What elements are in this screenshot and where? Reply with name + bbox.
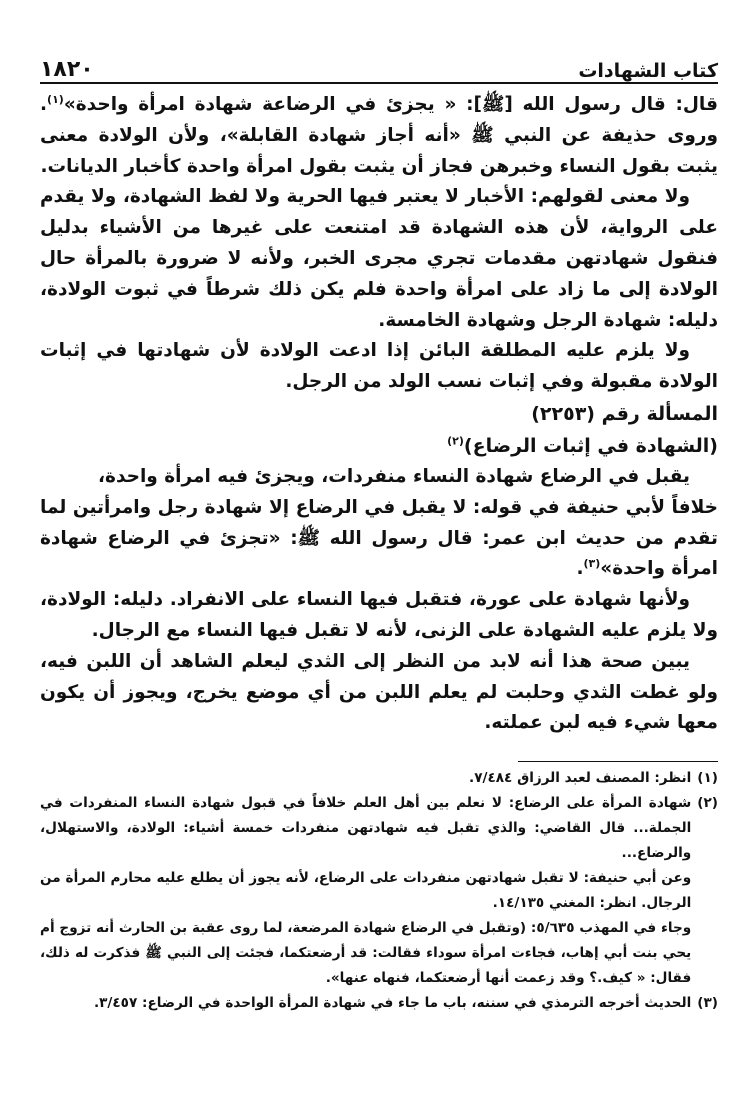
page-number: ١٨٢٠ xyxy=(40,57,94,82)
paragraph-objection: ولا يلزم عليه المطلقة البائن إذا ادعت الولادة لأن شهادتها في إثبات الولادة مقبولة وفي إثبات نسب الولد من الرجل. xyxy=(40,340,718,393)
issue-number-heading: المسألة رقم (٢٢٥٣) xyxy=(531,402,718,425)
paragraph-text: . وروى حذيفة عن النبي ﷺ «أنه أجاز شهادة القابلة»، ولأن الولادة معنى يثبت بقول النساء وخبرهن فجاز أن يثبت بقول امرأة واحدة كأخبار الديانات. xyxy=(40,94,718,177)
paragraph-dissent xyxy=(40,493,718,585)
footnote-3 xyxy=(40,991,718,1016)
issue-title-heading xyxy=(40,430,718,462)
paragraph-clarification: يبين صحة هذا أنه لابد من النظر إلى الثدي ليعلم الشاهد أن اللبن فيه، ولو غطت الثدي وحلبت لم يعلم اللبن من أي موضع يخرج، ويجوز أن يكون معها شيء فيه لبن عملته. xyxy=(40,650,718,734)
footnote-body xyxy=(40,991,691,1016)
paragraph-argument: ولا معنى لقولهم: الأخبار لا يعتبر فيها الحرية ولا لفظ الشهادة، ولا يقدم على الرواية، لأن هذه الشهادة قد امتنعت على غيرها من الأشياء بدليل فنقول شهادتهن مقدمات تجري مجرى الخبر، ولأنه لا ضرورة بالمرأة حال الولادة إلى ما زاد على امرأة واحدة فلم يكن ذلك شرطاً في ثبوت الولادة، دليله: شهادة الرجل وشهادة الخامسة. xyxy=(40,186,718,331)
footnote-line: وعن أبي حنيفة: لا تقبل شهادتهن منفردات على الرضاع، لأنه يجوز أن يطلع عليه محارم المرأة من الرجال. انظر: المغني ١٤/١٣٥. xyxy=(40,870,692,912)
paragraph-text: خلافاً لأبي حنيفة في قوله: لا يقبل في الرضاع إلا شهادة رجل وامرأتين لما تقدم من حديث ابن عمر: قال رسول الله ﷺ: «تجزئ في الرضاع شهادة امرأة واحدة» xyxy=(40,496,718,580)
paragraph-ruling: يقبل في الرضاع شهادة النساء منفردات، ويجزئ فيه امرأة واحدة، xyxy=(98,465,690,487)
period: . xyxy=(576,558,584,580)
paragraph-hadith xyxy=(40,90,718,182)
footnote-line: شهادة المرأة على الرضاع: لا نعلم بين أهل العلم خلافاً في قبول شهادة النساء المنفردات في الجملة... قال القاضي: والذي تقبل فيه شهادتهن منفردات خمسة أشياء: الولادة، والاستهلال، والرضاع... xyxy=(40,795,692,862)
footnote-line: الحديث أخرجه الترمذي في سننه، باب ما جاء في شهادة المرأة الواحدة في الرضاع: ٣/٤٥٧. xyxy=(93,995,692,1012)
footnote-body xyxy=(40,791,691,991)
running-header xyxy=(40,48,718,84)
footnotes xyxy=(40,766,718,1016)
paragraph-reasoning: ولأنها شهادة على عورة، فتقبل فيها النساء على الانفراد. دليله: الولادة، ولا يلزم عليه الشهادة على الزنى، لأنه لا تقبل فيها النساء مع الرجال. xyxy=(40,589,718,641)
book-title: كتاب الشهادات xyxy=(578,60,718,82)
footnote-body xyxy=(40,766,691,791)
footnote-number: (١) xyxy=(697,770,718,787)
footnote-1 xyxy=(40,766,718,791)
paragraph-text: قال: قال رسول الله [ﷺ]: « يجزئ في الرضاعة شهادة امرأة واحدة» xyxy=(63,94,718,115)
footnote-marker: (٢) xyxy=(447,434,464,448)
footnote-number: (٢) xyxy=(697,795,718,812)
main-text xyxy=(40,90,718,739)
footnote-2 xyxy=(40,791,718,991)
footnote-line: انظر: المصنف لعبد الرزاق ٧/٤٨٤. xyxy=(469,770,692,787)
footnote-line: وجاء في المهذب ٥/٦٣٥: (وتقبل في الرضاع شهادة المرضعة، لما روى عقبة بن الحارث أنه تزوج أم يحي بنت أبي إهاب، فجاءت امرأة سوداء فقالت: قد أرضعتكما، فجئت إلى النبي ﷺ فذكرت له ذلك، فقال: « كيف.؟ وقد زعمت أنها أرضعتكما، فنهاه عنها». xyxy=(40,920,692,987)
footnote-number: (٣) xyxy=(697,995,718,1012)
footnote-marker: (١) xyxy=(47,92,64,106)
footnote-divider xyxy=(518,761,718,762)
issue-title-text: (الشهادة في إثبات الرضاع) xyxy=(463,434,718,457)
footnote-marker: (٣) xyxy=(583,557,601,571)
